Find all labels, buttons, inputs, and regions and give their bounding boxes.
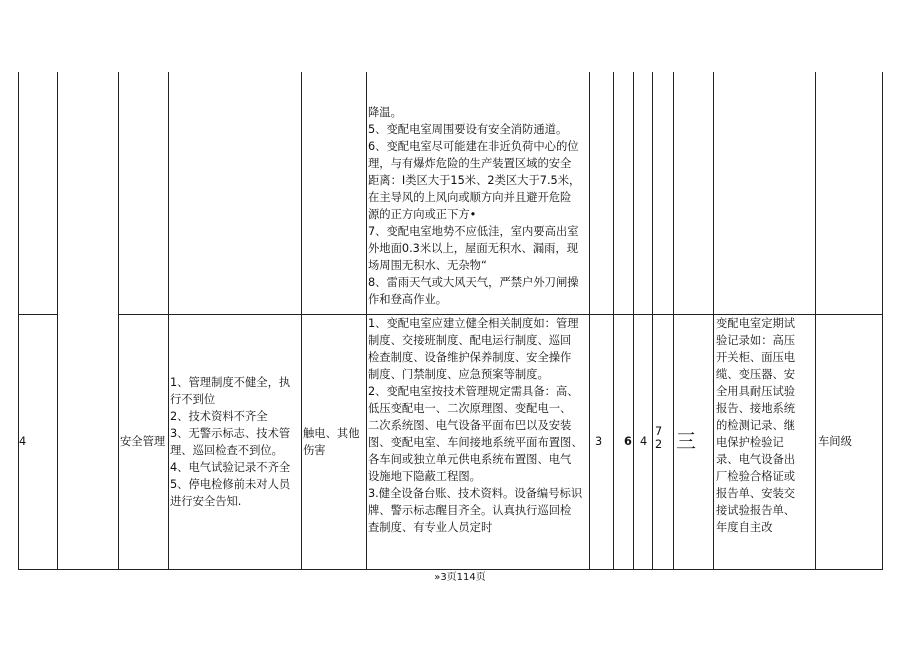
text-line: 接试验报告单、	[716, 504, 796, 517]
control-measures	[368, 315, 590, 536]
text-line: 5、变配电室周围要设有安全消防通道。	[368, 123, 568, 136]
text-line: 的检测记录、继	[716, 419, 796, 432]
text-line: 在主导风的上风向或顺方向并且避开危险	[368, 191, 572, 204]
text-line: 触电、其他	[303, 427, 360, 440]
text-line: 报告单、安装交	[716, 487, 796, 500]
column-divider	[613, 72, 614, 570]
column-divider	[633, 72, 634, 570]
column-divider	[168, 72, 169, 570]
text-line: 2、变配电室按技术管理规定需具备：高、	[368, 385, 579, 398]
text-line: 检查制度、设备维护保养制度、安全操作	[368, 351, 572, 364]
column-divider	[366, 72, 367, 570]
control-level: 车间级	[818, 435, 852, 448]
text-line: 行不到位	[170, 393, 216, 406]
text-line: 2、技术资料不齐全	[170, 410, 268, 423]
column-divider	[673, 72, 674, 570]
text-line: 二次系统图、电气设备平面布巴以及安装	[368, 419, 572, 432]
column-divider	[713, 72, 714, 570]
column-divider	[652, 72, 653, 570]
text-line: 7、变配电室地势不应低洼，室内要高出室	[368, 225, 579, 238]
hazard-description	[170, 374, 302, 510]
table-border-left	[18, 72, 19, 570]
text-line: 6、变配电室尽可能建在非近负荷中心的位	[368, 140, 579, 153]
consequence-value: 4	[640, 435, 648, 448]
text-line: 8、雷雨天气或大风天气，严禁户外刀闸操	[368, 276, 579, 289]
consequence-cell	[303, 425, 367, 459]
text-line: 变配电室定期试	[716, 317, 796, 330]
text-line: 7	[655, 425, 663, 438]
text-line: 厂检验合格证或	[716, 470, 796, 483]
text-line: 录、电气设备出	[716, 453, 796, 466]
text-line: 制度、门禁制度、应急预案等制度。	[368, 368, 549, 381]
text-line: 作和登高作业。	[368, 293, 448, 306]
text-line: 制度、交接班制度、配电运行制度、巡回	[368, 334, 572, 347]
text-line: 牌、警示标志醒目齐全。认真执行巡回检	[368, 504, 572, 517]
text-line: 外地面0.3米以上，屋面无积水、漏雨，现	[368, 242, 579, 255]
category-cell: 安全管理	[120, 435, 166, 448]
text-line: 3、无警示标志、技术管	[170, 427, 291, 440]
text-line: 全用具耐压试验	[716, 385, 796, 398]
text-line: 2	[655, 438, 663, 451]
column-divider	[118, 72, 119, 570]
text-line: 进行安全告知.	[170, 495, 242, 508]
top-measures-text	[368, 104, 590, 308]
text-line: 各车间或独立单元供电系统布置图、电气	[368, 453, 572, 466]
text-line: 设施地下隐蔽工程图。	[368, 470, 481, 483]
text-line: 验记录如：高压	[716, 334, 796, 347]
table-border-right	[882, 72, 883, 570]
row-number: 4	[19, 435, 27, 448]
text-line: 缆、变压器、安	[716, 368, 796, 381]
text-line: 3.健全设备台账、技术资料。设备编号标识	[368, 487, 583, 500]
text-line: 源的正方向或正下方•	[368, 208, 477, 221]
text-line: 图、变配电室、车间接地系统平面布置图、	[368, 436, 583, 449]
text-line: 年度自主改	[716, 521, 773, 534]
likelihood-value: 3	[595, 435, 603, 448]
risk-level: 三	[676, 429, 696, 453]
text-line: 场周围无积水、无杂物“	[368, 259, 487, 272]
page-footer: »3页114页	[434, 572, 486, 583]
risk-value	[655, 425, 671, 451]
column-divider	[57, 72, 58, 570]
text-line: 电保护检验记	[716, 436, 784, 449]
text-line: 5、停电检修前未对人员	[170, 478, 291, 491]
text-line: 开关柜、面压电	[716, 351, 796, 364]
text-line: 理、巡回检查不到位。	[170, 444, 283, 457]
existing-controls	[716, 315, 816, 536]
text-line: 1、管理制度不健全，执	[170, 376, 291, 389]
text-line: 查制度、有专业人员定时	[368, 521, 493, 534]
text-line: 报告、接地系统	[716, 402, 796, 415]
text-line: 1、变配电室应建立健全相关制度如：管理	[368, 317, 579, 330]
exposure-value: 6	[624, 435, 632, 448]
text-line: 降温。	[368, 106, 402, 119]
text-line: 低压变配电一、二次原理图、变配电一、	[368, 402, 572, 415]
text-line: 距离：I类区大于15米、2类区大于7.5米，	[368, 174, 581, 187]
text-line: 4、电气试验记录不齐全	[170, 461, 291, 474]
text-line: 理，与有爆炸危险的生产装置区域的安全	[368, 157, 572, 170]
text-line: 伤害	[303, 444, 326, 457]
row-divider	[18, 314, 57, 315]
